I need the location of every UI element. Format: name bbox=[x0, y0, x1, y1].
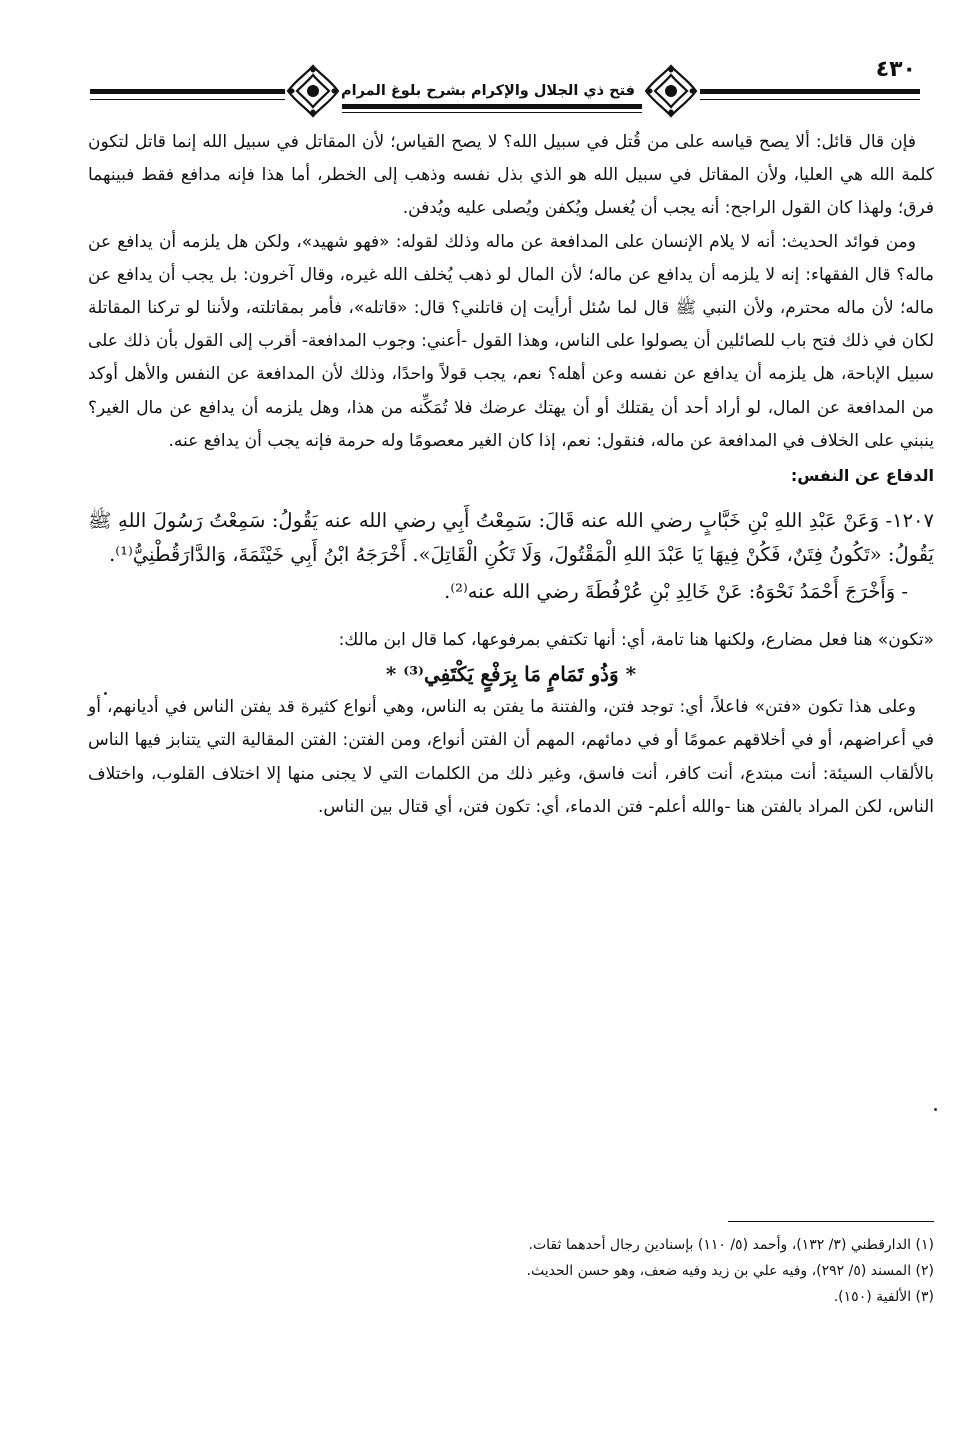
commentary-paragraph: «تكون» هنا فعل مضارع، ولكنها هنا تامة، أي: أنها تكتفي بمرفوعها، كما قال ابن مالك: bbox=[338, 630, 934, 651]
section-heading: الدفاع عن النفس: bbox=[790, 466, 934, 486]
header-rule-middle-thick bbox=[342, 104, 642, 109]
verse-line: * وَذُو تَمَامٍ مَا بِرَفْعٍ يَكْتَفِي⁽³⁾ * bbox=[385, 662, 637, 687]
scan-speck bbox=[104, 692, 107, 695]
scan-speck bbox=[934, 1108, 937, 1111]
commentary-paragraph: وعلى هذا تكون «فتن» فاعلاً، أي: توجد فتن، والفتنة ما يفتن به الناس، وهي أنواع كثيرة قد يفتن الناس في أديانهم، أو في أعراضهم، أو في أخلاقهم عمومًا أو في دمائهم، المهم أن الفتن أنواع، ومن الفتن: الفتن المقالية التي يتنابز فيها الناس بالألقاب السيئة: أنت مبتدع، أنت كافر، أنت فاسق، وغير ذلك من الكلمات التي لا يجنى منها إلا اختلاف القلوب، واختلاف الناس، لكن المراد بالفتن هنا -والله أعلم- فتن الدماء، أي: تكون فتن، أي قتال بين الناس. bbox=[88, 697, 934, 817]
hadith-text: ١٢٠٧- وَعَنْ عَبْدِ اللهِ بْنِ خَبَّابٍ رضي الله عنه قَالَ: سَمِعْتُ أَبِي رضي الله عنه يَقُولُ: سَمِعْتُ رَسُولَ اللهِ ﷺ يَقُولُ: «تَكُونُ فِتَنٌ، فَكُنْ فِيهَا يَا عَبْدَ اللهِ الْمَقْتُولَ، وَلَا تَكُنِ الْقَاتِلَ». أَخْرَجَهُ ابْنُ أَبِي خَيْثَمَةَ، وَالدَّارَقُطْنِيُّ⁽¹⁾. bbox=[88, 509, 934, 567]
page-body bbox=[88, 126, 934, 824]
header-rule-left-thick bbox=[90, 89, 285, 94]
page-number: ٤٣٠ bbox=[875, 57, 916, 82]
footnote: (٢) المسند (٥/ ٢٩٢)، وفيه علي بن زيد وفيه ضعف، وهو حسن الحديث. bbox=[526, 1263, 934, 1279]
footnotes bbox=[360, 1232, 934, 1310]
header-rule-middle-thin bbox=[342, 112, 642, 113]
header-rule-right-thin bbox=[700, 99, 920, 100]
footnote: (١) الدارقطني (٣/ ١٣٢)، وأحمد (٥/ ١١٠) بإسنادين رجال أحدهما ثقات. bbox=[528, 1237, 934, 1253]
hadith-additional-narration: - وَأَخْرَجَ أَحْمَدُ نَحْوَهُ: عَنْ خَالِدِ بْنِ عُرْفُطَةَ رضي الله عنه⁽²⁾. bbox=[444, 580, 908, 604]
page-header bbox=[80, 55, 920, 125]
running-title: فتح ذي الجلال والإكرام بشرح بلوغ المرام bbox=[341, 83, 635, 99]
header-rule-right-thick bbox=[700, 89, 920, 94]
footnote-separator bbox=[728, 1221, 934, 1222]
header-rule-left-thin bbox=[90, 99, 285, 100]
ornament-left-icon bbox=[285, 63, 341, 119]
paragraph: ومن فوائد الحديث: أنه لا يلام الإنسان على المدافعة عن ماله وذلك لقوله: «فهو شهيد»، ولكن هل يلزمه أن يدافع عن ماله؟ قال الفقهاء: إنه لا يلزمه أن يدافع عن ماله؛ لأن المال لو ذهب يُخلف الله غيره، وقال آخرون: بل يجب أن يدافع عن ماله؛ لأن ماله محترم، ولأن النبي ﷺ قال لما سُئل أرأيت إن قاتلني؟ قال: «قاتله»، فأمر بمقاتلته، ولأننا لو تركنا المقاتلة لكان في ذلك فتح باب للصائلين أن يصولوا على الناس، وهذا القول -أعني: وجوب المدافعة- أقرب إلى القول بأن ذلك على سبيل الإباحة، هل يلزمه أن يدافع عن نفسه وعن أهله؟ نعم، يجب قولاً واحدًا، وذلك لأن المدافعة عن النفس والأهل أوكد من المدافعة عن المال، لو أراد أحد أن يقتلك أو أن يهتك عرضك فلا تُمَكِّنه من هذا، وهل يلزمه أن يدافع عن مال الغير؟ ينبني على الخلاف في المدافعة عن ماله، فنقول: نعم، إذا كان الغير معصومًا وله حرمة فإنه يجب أن يدافع عنه. bbox=[88, 231, 934, 451]
footnote: (٣) الألفية (١٥٠). bbox=[833, 1289, 934, 1305]
paragraph: فإن قال قائل: ألا يصح قياسه على من قُتل في سبيل الله؟ لا يصح القياس؛ لأن المقاتل في سبيل الله إنما قاتل لتكون كلمة الله هي العليا، ولأن المقاتل في سبيل الله هو الذي بذل نفسه وذهب إلى الخطر، أما هذا فإنه مدافع فقط فبينهما فرق؛ ولهذا كان القول الراجح: أنه يجب أن يُغسل ويُكفن ويُصلى عليه ويُدفن. bbox=[88, 132, 934, 219]
ornament-right-icon bbox=[643, 63, 699, 119]
